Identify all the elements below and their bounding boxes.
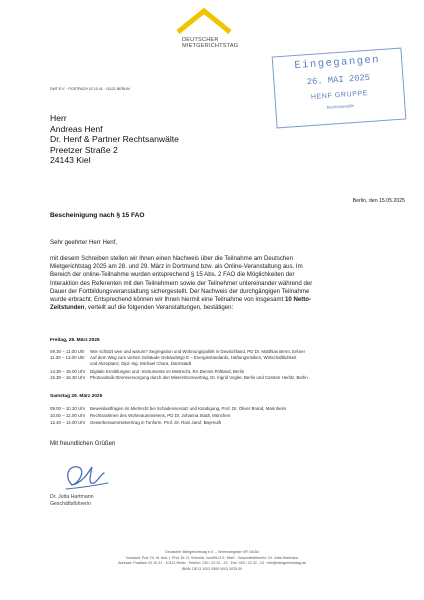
event-time: 09.30 – 11.00 Uhr — [50, 349, 85, 354]
body-line: mit diesem Schreiben stellen wir Ihnen einen Nachweis über die Teilnahme am Deutschen — [50, 255, 294, 262]
subject: Bescheinigung nach § 15 FAO — [50, 212, 145, 219]
body-line: Dauer der Fortbildungsveranstaltung sichergestellt. Der Nachweis der durchgängigen Teilnahme — [50, 287, 310, 295]
recipient-city: 24143 Kiel — [50, 155, 91, 166]
body-line: Mietgerichtstag 2025 am 28. und 29. März in Dortmund bzw. als Online-Veranstaltung aus. Im — [50, 263, 303, 271]
event-time: 14.30 – 15.00 Uhr — [50, 369, 86, 374]
event-time: 12.40 – 14.00 Uhr — [50, 420, 86, 425]
stamp-firm: HENF GRUPPE — [310, 89, 369, 101]
event-time: 11.30 – 13.00 Uhr — [50, 355, 85, 360]
event-title: Gewerberaummietvertrag in Tonform, Prof. Dr. Rain Jaruf, Bayreuth — [90, 420, 222, 425]
event-time: 09.00 – 10.20 Uhr — [50, 406, 86, 411]
event-list — [50, 349, 410, 389]
event-title: Rechtsrahmen des Wohnraummietens, PD Dr. Johanna Stadt, München — [90, 413, 231, 418]
event-title: Digitale Ermittlungen und -Instrumente im Mietrecht, RA Dennis Pöhland, Berlin — [90, 369, 245, 374]
event-time: 10.50 – 12.00 Uhr — [50, 413, 86, 418]
event-title: Wer schützt wen und warum? Segregation und Wohnungspolitik in Deutschland, PD Dr. Matthias Bernt, Erkner — [90, 349, 306, 354]
footer-line: IBAN: DE13 1002 0500 0003 3025 00 — [181, 566, 243, 571]
body-line: Bereich der online-Teilnahme wurden entsprechend § 15 Abs. 2 FAO die Möglichkeiten der — [50, 271, 295, 279]
footer-line: Deutscher Mietgerichtstag e.V. – Vereinsregister VR 18154 — [165, 550, 259, 554]
event-title: und Akzeptanz, Dipl.-Ing. Michael Chara, Darmstadt — [90, 361, 192, 366]
signatory-name: Dr. Jutta Hartmann — [50, 494, 94, 500]
signatory-role: Geschäftsführerin — [50, 501, 91, 507]
logo-line-2: MIETGERICHTSTAG — [182, 43, 239, 50]
logo-roof-icon — [174, 8, 234, 34]
event-title: Photovoltaik-Stromversorgung durch den Mieterstromvertrag, Dr. Ingrid Vogler, Berlin und Carsten Herlitz, Berlin — [90, 375, 308, 380]
stamp-date: 26. MAI 2025 — [306, 72, 371, 88]
greeting: Sehr geehrter Herr Henf, — [50, 239, 118, 246]
event-title: Auf dem Weg zum vierten Gebäude Gebäudetyp E – Energiestandards, Haftungsrisiken, Wirtschaftlichkeit — [90, 355, 297, 360]
day-heading: Samstag 29. März 2025 — [50, 394, 103, 399]
received-stamp — [272, 48, 407, 129]
signature-image — [58, 455, 114, 495]
footer-line: Vorstand: Prof. Dr. M. Artz, I. Prof. Dr. H. Schmidt, VorsRiLG E. Mieß · Geschäftsführerin: Dr. Jutta Hartmann — [125, 555, 299, 560]
body-bold-hours: 10 Netto- — [284, 296, 312, 304]
recipient-name: Andreas Henf — [50, 123, 103, 134]
body-line: wurde erbracht. Entsprechend können wir Ihnen hiermit eine Teilnahme von insgesamt 10 Netto- — [50, 296, 312, 304]
closing: Mit freundlichen Grüßen — [50, 440, 116, 447]
place-date: Berlin, den 15.05.2025 — [352, 198, 405, 204]
event-list — [50, 406, 410, 436]
recipient-firm: Dr. Henf & Partner Rechtsanwälte — [50, 134, 179, 145]
recipient-street: Preetzer Straße 2 — [50, 144, 118, 155]
event-title: Beweislastfragen im Mietrecht bei Schadensersatz und Kündigung, Prof. Dr. Oliver Brand, Mannheim — [90, 406, 287, 411]
recipient-salutation: Herr — [50, 113, 67, 123]
body-line: Interaktion des Referenten mit den Teilnehmern sowie der Teilnehmer untereinander während der — [50, 279, 313, 287]
event-time: 15.30 – 16.30 Uhr — [50, 375, 86, 380]
footer-line: Adresse: Postfach 02 10 41 · 10121 Berlin · Telefon: 030 / 22 32 - 23 · Fax: 030 / 22 32 - 24 · info@mietgerichtstag.de — [118, 561, 306, 566]
body-bold-unit: Zeitstunden — [50, 304, 85, 312]
footer — [40, 550, 384, 572]
recipient-address — [50, 113, 270, 166]
sender-line: DMT E.V. · POSTFACH 02 10 41 · 10121 BERLIN — [50, 87, 130, 91]
body-paragraph — [50, 255, 396, 312]
logo — [160, 8, 270, 54]
stamp-title: Eingegangen — [294, 54, 381, 73]
stamp-note: Rechtsanwälte — [326, 103, 355, 110]
day-heading: Freitag, 28. März 2025 — [50, 338, 100, 343]
body-line: Zeitstunden, verteilt auf die folgenden Veranstaltungen, bestätigen: — [50, 304, 234, 312]
logo-line-1: DEUTSCHER — [182, 37, 219, 43]
